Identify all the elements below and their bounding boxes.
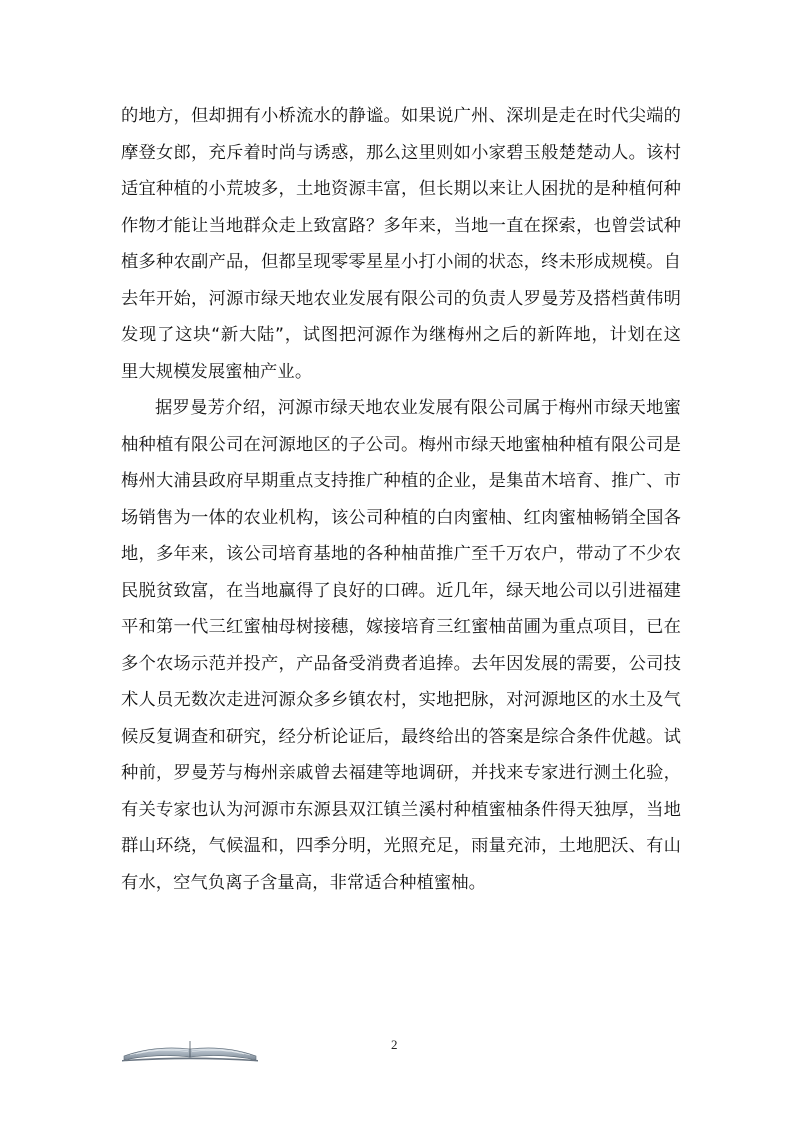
text-line: 候反复调查和研究，经分析论证后，最终给出的答案是综合条件优越。试 [121, 726, 681, 747]
open-book-icon [120, 1036, 260, 1062]
text-line: 据罗曼芳介绍，河源市绿天地农业发展有限公司属于梅州市绿天地蜜 [155, 398, 681, 418]
text-line: 场销售为一体的农业机构，该公司种植的白肉蜜柚、红肉蜜柚畅销全国各 [121, 507, 681, 528]
text-line: 柚种植有限公司在河源地区的子公司。梅州市绿天地蜜柚种植有限公司是 [121, 434, 681, 455]
paragraph-1 [121, 98, 681, 390]
text-line: 地，多年来，该公司培育基地的各种柚苗推广至千万农户，带动了不少农 [121, 544, 681, 564]
page-number: 2 [391, 1037, 398, 1052]
text-line: 多个农场示范并投产，产品备受消费者追捧。去年因发展的需要，公司技 [121, 653, 681, 674]
text-line: 里大规模发展蜜柚产业。 [121, 361, 313, 382]
body-text [121, 98, 681, 901]
text-line: 梅州大浦县政府早期重点支持推广种植的企业，是集苗木培育、推广、市 [121, 471, 681, 491]
text-line: 有关专家也认为河源市东源县双江镇兰溪村种植蜜柚条件得天独厚，当地 [121, 799, 681, 820]
text-line: 平和第一代三红蜜柚母树接穗，嫁接培育三红蜜柚苗圃为重点项目，已在 [121, 617, 681, 637]
text-line: 适宜种植的小荒坡多，土地资源丰富，但长期以来让人困扰的是种植何种 [121, 179, 681, 199]
text-line: 发现了这块“新大陆”，试图把河源作为继梅州之后的新阵地，计划在这 [121, 325, 681, 345]
text-line: 植多种农副产品，但都呈现零零星星小打小闹的状态，终未形成规模。自 [121, 252, 681, 272]
text-line: 去年开始，河源市绿天地农业发展有限公司的负责人罗曼芳及搭档黄伟明 [121, 288, 681, 309]
text-line: 作物才能让当地群众走上致富路？多年来，当地一直在探索，也曾尝试种 [121, 215, 681, 236]
text-line: 民脱贫致富，在当地赢得了良好的口碑。近几年，绿天地公司以引进福建 [121, 580, 681, 601]
paragraph-2 [121, 390, 681, 901]
text-line: 的地方，但却拥有小桥流水的静谧。如果说广州、深圳是走在时代尖端的 [121, 106, 681, 126]
text-line: 种前，罗曼芳与梅州亲戚曾去福建等地调研，并找来专家进行测土化验， [121, 763, 681, 783]
text-line: 摩登女郎，充斥着时尚与诱惑，那么这里则如小家碧玉般楚楚动人。该村 [121, 142, 681, 163]
text-line: 群山环绕，气候温和，四季分明，光照充足，雨量充沛，土地肥沃、有山 [121, 836, 681, 856]
text-line: 术人员无数次走进河源众多乡镇农村，实地把脉，对河源地区的水土及气 [121, 690, 681, 710]
text-line: 有水，空气负离子含量高，非常适合种植蜜柚。 [121, 872, 487, 893]
